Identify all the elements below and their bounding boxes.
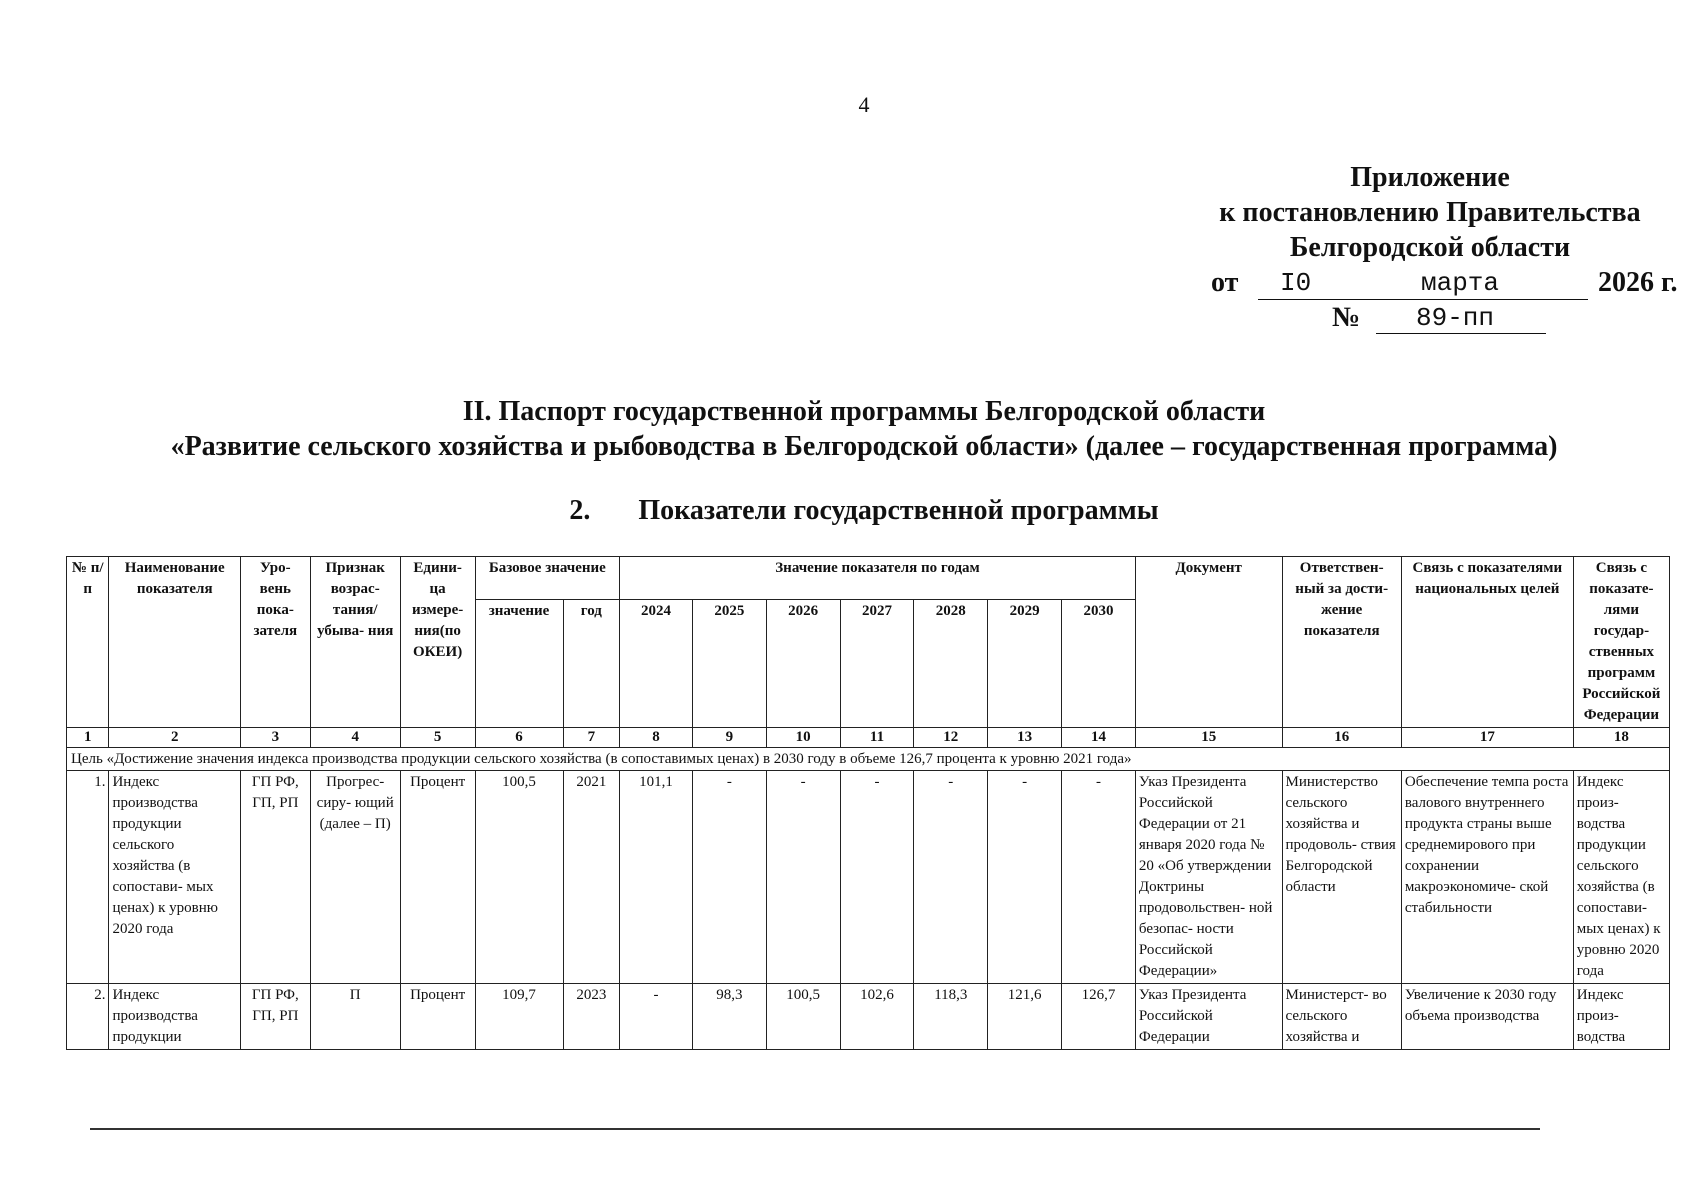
header-years-group: Значение показателя по годам — [620, 557, 1136, 600]
section-title — [0, 495, 1708, 527]
header-year: 2030 — [1062, 600, 1136, 728]
row-number: 2. — [67, 984, 109, 1050]
responsible: Министерст- во сельского хозяйства и — [1282, 984, 1401, 1050]
year-value: - — [988, 771, 1062, 984]
page-bottom-rule — [90, 1128, 1540, 1130]
header-year: 2029 — [988, 600, 1062, 728]
base-year: 2021 — [563, 771, 620, 984]
header-name: Наименование показателя — [109, 557, 240, 728]
column-number: 14 — [1062, 728, 1136, 748]
base-value: 100,5 — [475, 771, 563, 984]
indicator-name: Индекс производства продукции сельского хозяйства (в сопостави- мых ценах) к уровню 2020 года — [109, 771, 240, 984]
state-program-link: Индекс произ- водства продукции сельского хозяйства (в сопостави- мых ценах) к уровню 2020 года — [1573, 771, 1669, 984]
indicator-level: ГП РФ, ГП, РП — [240, 771, 310, 984]
column-number: 3 — [240, 728, 310, 748]
header-sign: Признак возрас- тания/ убыва- ния — [310, 557, 400, 728]
column-number: 8 — [620, 728, 693, 748]
column-number: 17 — [1401, 728, 1573, 748]
document-ref: Указ Президента Российской Федерации от 21 января 2020 года № 20 «Об утверждении Доктрины продовольствен- ной безопас- ности Российской Федерации» — [1135, 771, 1282, 984]
year-value: 102,6 — [840, 984, 914, 1050]
year-value: - — [840, 771, 914, 984]
year-value: 101,1 — [620, 771, 693, 984]
column-number: 10 — [766, 728, 840, 748]
document-ref: Указ Президента Российской Федерации — [1135, 984, 1282, 1050]
column-number: 13 — [988, 728, 1062, 748]
year-value: 118,3 — [914, 984, 988, 1050]
appendix-line-3: Белгородской области — [1289, 232, 1571, 263]
year-value: - — [914, 771, 988, 984]
row-number: 1. — [67, 771, 109, 984]
unit: Процент — [400, 984, 475, 1050]
year-value: 98,3 — [692, 984, 766, 1050]
column-number: 1 — [67, 728, 109, 748]
document-title-line-2: «Развитие сельского хозяйства и рыбоводства в Белгородской области» (далее – государственная программа) — [170, 431, 1558, 462]
base-value: 109,7 — [475, 984, 563, 1050]
column-number-row — [67, 728, 1670, 748]
date-field — [1258, 269, 1588, 300]
appendix-line-2: к постановлению Правительства — [1219, 197, 1641, 228]
column-number: 6 — [475, 728, 563, 748]
base-year: 2023 — [563, 984, 620, 1050]
document-title — [0, 394, 1708, 464]
column-number: 15 — [1135, 728, 1282, 748]
column-number: 2 — [109, 728, 240, 748]
year-value: 126,7 — [1062, 984, 1136, 1050]
column-number: 9 — [692, 728, 766, 748]
column-number: 5 — [400, 728, 475, 748]
column-number: 12 — [914, 728, 988, 748]
goal-text: Цель «Достижение значения индекса производства продукции сельского хозяйства (в сопоставимых ценах) в 2030 году в объеме 126,7 процента к уровню 2021 года» — [67, 748, 1670, 771]
date-year: 2026 г. — [1598, 267, 1678, 298]
document-title-line-1: II. Паспорт государственной программы Белгородской области — [462, 396, 1266, 427]
responsible: Министерство сельского хозяйства и продоволь- ствия Белгородской области — [1282, 771, 1401, 984]
indicator-name: Индекс производства продукции — [109, 984, 240, 1050]
column-number: 4 — [310, 728, 400, 748]
growth-sign: П — [310, 984, 400, 1050]
header-state-programs: Связь с показате- лями государ- ственных программ Российской Федерации — [1573, 557, 1669, 728]
header-year: 2027 — [840, 600, 914, 728]
column-number: 18 — [1573, 728, 1669, 748]
year-value: - — [692, 771, 766, 984]
header-year: 2025 — [692, 600, 766, 728]
table-row — [67, 984, 1670, 1050]
section-number: 2. — [569, 495, 591, 526]
date-month: марта — [1421, 268, 1500, 298]
header-document: Документ — [1135, 557, 1282, 728]
header-base: Базовое значение — [475, 557, 620, 600]
appendix-number-line — [1180, 300, 1680, 335]
indicator-level: ГП РФ, ГП, РП — [240, 984, 310, 1050]
appendix-header — [1180, 160, 1680, 335]
goal-row — [67, 748, 1670, 771]
year-value: - — [766, 771, 840, 984]
appendix-title: Приложение — [1350, 162, 1510, 193]
indicators-table — [66, 556, 1670, 1050]
page-number: 4 — [858, 92, 870, 117]
appendix-date-line — [1180, 265, 1680, 300]
header-unit: Едини- ца измере- ния(по ОКЕИ) — [400, 557, 475, 728]
number-field — [1376, 304, 1546, 334]
table-row — [67, 771, 1670, 984]
header-num: № п/п — [67, 557, 109, 728]
number-sign: № — [1332, 302, 1361, 333]
year-value: 100,5 — [766, 984, 840, 1050]
national-goal-link: Обеспечение темпа роста валового внутреннего продукта страны выше среднемирового при сохранении макроэкономиче- ской стабильности — [1401, 771, 1573, 984]
header-level: Уро- вень пока- зателя — [240, 557, 310, 728]
date-prefix: от — [1211, 267, 1239, 298]
section-heading: Показатели государственной программы — [638, 495, 1159, 526]
column-number: 11 — [840, 728, 914, 748]
national-goal-link: Увеличение к 2030 году объема производства — [1401, 984, 1573, 1050]
header-base-year: год — [563, 600, 620, 728]
growth-sign: Прогрес- сиру- ющий (далее – П) — [310, 771, 400, 984]
unit: Процент — [400, 771, 475, 984]
state-program-link: Индекс произ- водства — [1573, 984, 1669, 1050]
header-national-goals: Связь с показателями национальных целей — [1401, 557, 1573, 728]
year-value: - — [1062, 771, 1136, 984]
header-year: 2028 — [914, 600, 988, 728]
header-responsible: Ответствен- ный за дости- жение показателя — [1282, 557, 1401, 728]
header-base-value: значение — [475, 600, 563, 728]
year-value: - — [620, 984, 693, 1050]
year-value: 121,6 — [988, 984, 1062, 1050]
date-day: I0 — [1280, 268, 1312, 298]
header-year: 2024 — [620, 600, 693, 728]
column-number: 7 — [563, 728, 620, 748]
column-number: 16 — [1282, 728, 1401, 748]
resolution-number: 89-пп — [1416, 303, 1495, 333]
header-year: 2026 — [766, 600, 840, 728]
